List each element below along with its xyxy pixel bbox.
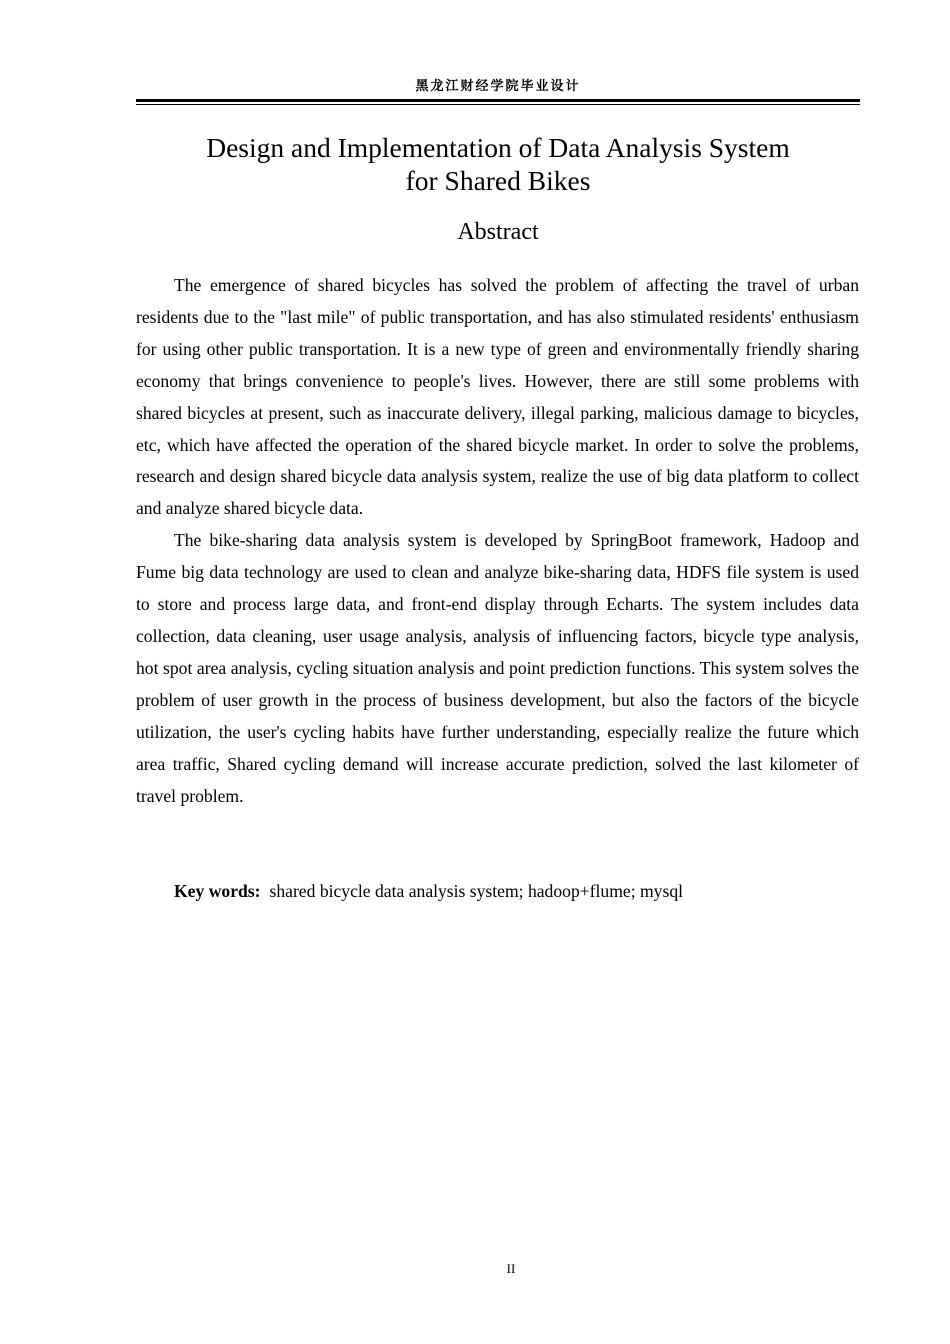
abstract-paragraph-2: The bike-sharing data analysis system is developed by SpringBoot framework, Hadoop and Fume big data technology are used to clean and analyze bike-sharing data, HDFS file system is used to store and process large data, and front-end display through Echarts. The system includes data collection, data cleaning, user usage analysis, analysis of influencing factors, bicycle type analysis, hot spot area analysis, cycling situation analysis and point prediction functions. This system solves the problem of user growth in the process of business development, but also the factors of the bicycle utilization, the user's cycling habits have further understanding, especially realize the future which area traffic, Shared cycling demand will increase accurate prediction, solved the last kilometer of travel problem. <box>136 530 859 806</box>
abstract-paragraph-1: The emergence of shared bicycles has solved the problem of affecting the travel of urban residents due to the "last mile" of public transportation, and has also stimulated residents' enthusiasm for using other public transportation. It is a new type of green and environmentally friendly sharing economy that brings convenience to people's lives. However, there are still some problems with shared bicycles at present, such as inaccurate delivery, illegal parking, malicious damage to bicycles, etc, which have affected the operation of the shared bicycle market. In order to solve the problems, research and design shared bicycle data analysis system, realize the use of big data platform to collect and analyze shared bicycle data. <box>136 275 859 519</box>
header-rule-thick <box>136 99 860 102</box>
abstract-heading: Abstract <box>457 219 539 245</box>
keywords-text: shared bicycle data analysis system; hadoop+flume; mysql <box>269 881 684 901</box>
abstract-body <box>136 270 859 812</box>
title-line-1: Design and Implementation of Data Analysis System <box>206 132 790 163</box>
document-title <box>136 131 860 197</box>
title-line-2: for Shared Bikes <box>405 165 591 196</box>
running-header: 黑龙江财经学院毕业设计 <box>415 79 581 94</box>
keywords-line <box>174 876 860 906</box>
page-number: II <box>506 1261 516 1276</box>
header-rule-thin <box>136 104 860 105</box>
keywords-label: Key words: <box>174 881 261 901</box>
